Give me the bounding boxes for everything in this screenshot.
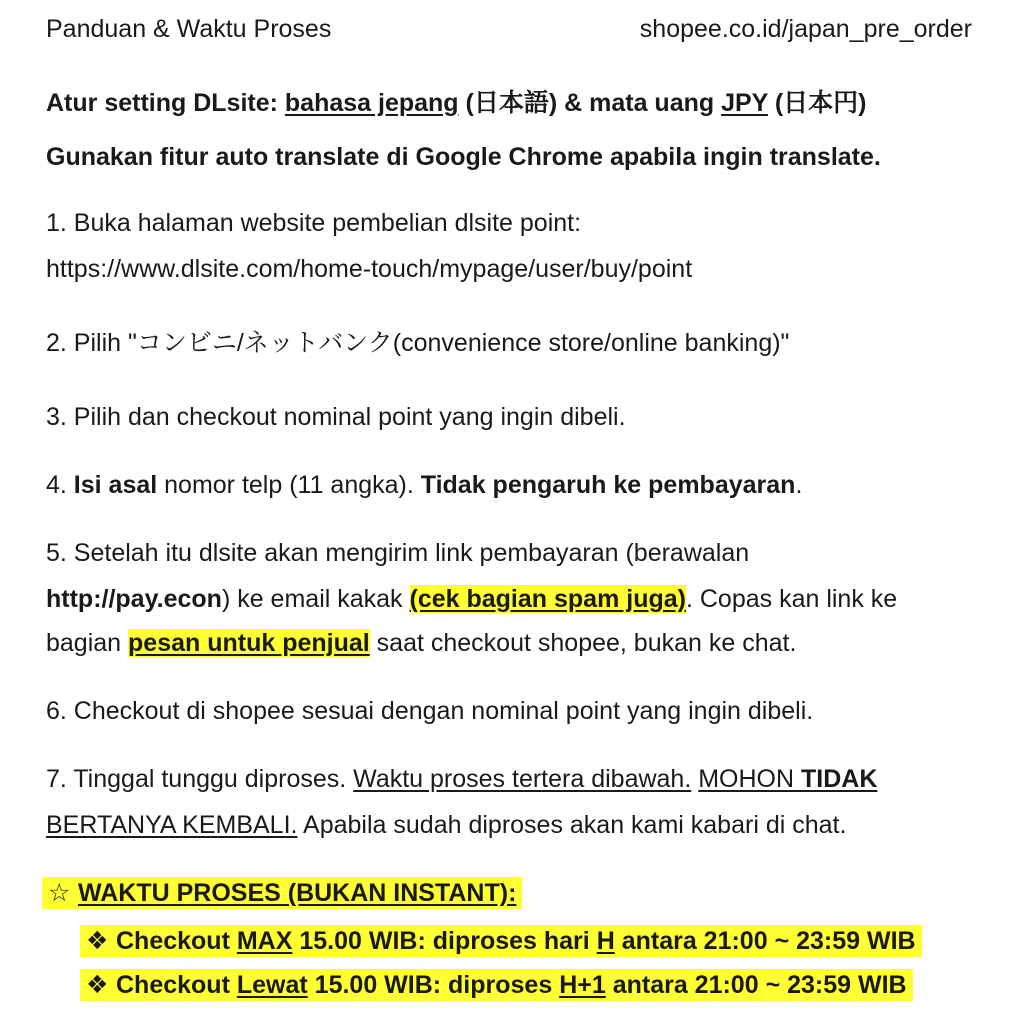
intro-translate-line: Gunakan fitur auto translate di Google Chrome apabila ingin translate. [46,143,881,171]
intro-currency: JPY [721,89,768,117]
row-text: Checkout [116,927,237,955]
step-7-time-note: Waktu proses tertera dibawah. [353,765,692,793]
step-7-body: 7. Tinggal tunggu diproses. [46,765,354,793]
row-text: 15.00 WIB: diproses [307,971,560,999]
header-shop-url: shopee.co.id/japan_pre_order [639,15,972,43]
bullet-icon: ❖ [86,971,109,999]
header-title: Panduan & Waktu Proses [46,15,332,43]
process-row-max [80,924,922,958]
step-3-text: 3. Pilih dan checkout nominal point yang ingin dibeli. [46,403,626,431]
row-text: Checkout [116,971,237,999]
step-5-line-3 [46,626,796,660]
step-2-text: 2. Pilih "コンビニ/ネットバンク(convenience store/online banking)" [46,329,790,357]
step-7-body: Apabila sudah diproses akan kami kabari di chat. [297,811,847,839]
step-7-warning: BERTANYA KEMBALI. [46,811,298,839]
step-5-line-2 [46,582,897,616]
intro-text: (日本語) & mata uang [458,89,722,117]
step-7-warning-bold: TIDAK [801,765,878,793]
row-keyword: Lewat [236,971,308,999]
intro-language: bahasa jepang [284,89,459,117]
step-5-body: . Copas kan link ke [685,585,898,613]
step-4-body: nomor telp (11 angka). [157,471,421,499]
step-5-url-prefix: http://pay.econ [46,585,222,613]
row-text: antara 21:00 ~ 23:59 WIB [605,971,907,999]
step-7-line-2 [46,808,846,842]
row-text: antara 21:00 ~ 23:59 WIB [614,927,916,955]
intro-settings-line [46,86,867,120]
process-row-late [80,968,913,1002]
step-1-url: https://www.dlsite.com/home-touch/mypage/user/buy/point [46,255,693,283]
row-day: H [596,927,615,955]
step-4-period: . [795,471,803,499]
bullet-icon: ❖ [86,927,109,955]
intro-text: (日本円) [767,89,867,117]
star-icon: ☆ [48,879,71,907]
step-5-spam-note: (cek bagian spam juga) [409,585,686,613]
step-4-emphasis: Isi asal [73,471,158,499]
step-5-body: ) ke email kakak [221,585,410,613]
step-7-line-1 [46,762,877,796]
step-5-seller-message: pesan untuk penjual [128,629,370,657]
step-5-body: saat checkout shopee, bukan ke chat. [369,629,797,657]
intro-text: Atur setting DLsite: [46,89,285,117]
row-keyword: MAX [236,927,293,955]
process-title-text: WAKTU PROSES (BUKAN INSTANT): [78,879,517,907]
step-4-note: Tidak pengaruh ke pembayaran [420,471,796,499]
step-4-text [46,468,802,502]
step-1-text: 1. Buka halaman website pembelian dlsite point: [46,209,582,237]
step-6-text: 6. Checkout di shopee sesuai dengan nominal point yang ingin dibeli. [46,697,814,725]
step-4-number: 4. [46,471,74,499]
row-text: 15.00 WIB: diproses hari [292,927,597,955]
step-5-line-1: 5. Setelah itu dlsite akan mengirim link pembayaran (berawalan [46,539,750,567]
step-7-warning: MOHON [698,765,802,793]
step-5-body: bagian [46,629,129,657]
row-day: H+1 [559,971,606,999]
process-title [42,876,522,910]
